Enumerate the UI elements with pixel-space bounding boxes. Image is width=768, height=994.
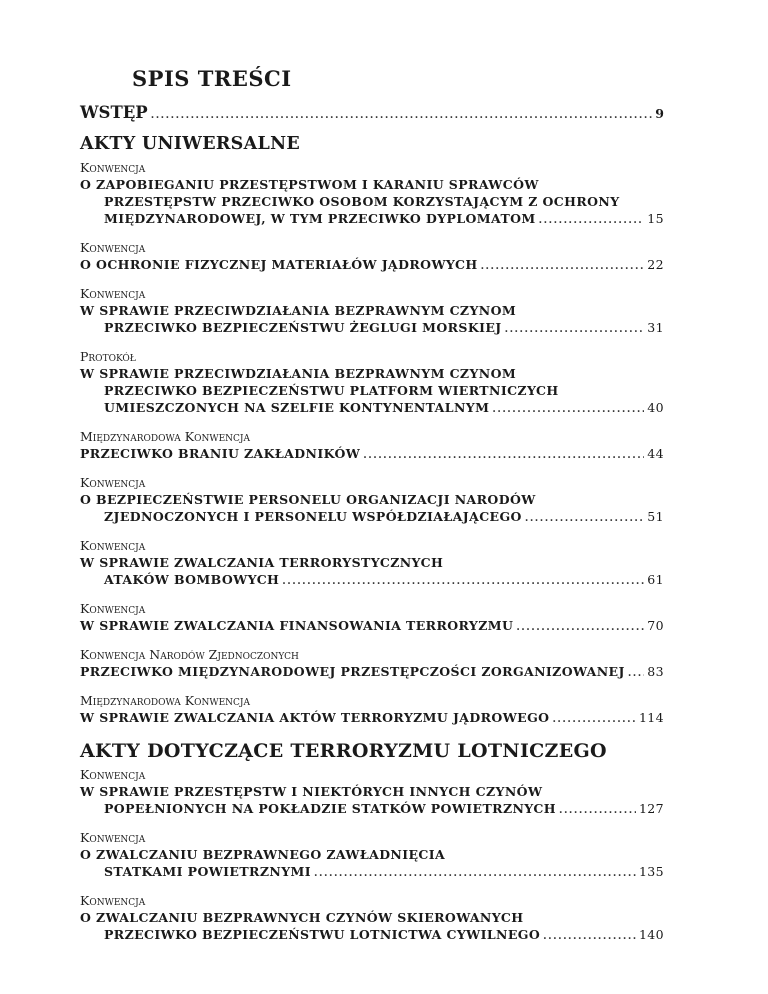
toc-page-number: 31 xyxy=(647,320,664,335)
toc-page-number: 40 xyxy=(647,400,664,415)
entry-title-line: ATAKÓW BOMBOWYCH xyxy=(104,572,280,587)
entry-kind: Międzynarodowa Konwencja xyxy=(80,429,251,444)
toc-entry[interactable] xyxy=(80,160,664,229)
entry-title-line: O ZAPOBIEGANIU PRZESTĘPSTWOM I KARANIU SPRAWCÓW xyxy=(80,177,539,192)
toc-page-number: 70 xyxy=(647,618,664,633)
dot-leader xyxy=(363,447,644,464)
dot-leader xyxy=(481,258,645,275)
toc-page-number: 61 xyxy=(647,572,664,587)
entry-title-row xyxy=(80,256,664,275)
toc-entry[interactable] xyxy=(80,240,664,275)
entry-title-line: W SPRAWIE ZWALCZANIA FINANSOWANIA TERRORYZMU xyxy=(80,618,514,633)
toc-entry[interactable] xyxy=(80,601,664,636)
entry-kind: Protokół xyxy=(80,349,136,364)
toc-page-number: 135 xyxy=(638,864,664,879)
entry-kind: Konwencja Narodów Zjednoczonych xyxy=(80,647,299,662)
dot-leader xyxy=(628,665,644,682)
toc-entry[interactable] xyxy=(80,429,664,464)
toc-page-number: 44 xyxy=(647,446,664,461)
entry-title-row xyxy=(80,800,664,819)
dot-leader xyxy=(516,619,644,636)
section-heading: AKTY DOTYCZĄCE TERRORYZMU LOTNICZEGO xyxy=(80,740,607,762)
entry-kind: Konwencja xyxy=(80,538,146,553)
toc-entry[interactable] xyxy=(80,647,664,682)
entry-title-line: MIĘDZYNARODOWEJ, W TYM PRZECIWKO DYPLOMATOM xyxy=(104,211,536,226)
entry-title-line: O OCHRONIE FIZYCZNEJ MATERIAŁÓW JĄDROWYCH xyxy=(80,257,478,272)
entry-title-row xyxy=(80,399,664,418)
entry-title-line: PRZESTĘPSTW PRZECIWKO OSOBOM KORZYSTAJĄCYM Z OCHRONY xyxy=(104,194,620,209)
section-heading: AKTY UNIWERSALNE xyxy=(80,134,301,154)
dot-leader xyxy=(539,212,645,229)
entry-title-line: O ZWALCZANIU BEZPRAWNYCH CZYNÓW SKIEROWANYCH xyxy=(80,910,524,925)
entry-title-line: W SPRAWIE PRZECIWDZIAŁANIA BEZPRAWNYM CZYNOM xyxy=(80,366,517,381)
toc-entry[interactable] xyxy=(80,830,664,882)
dot-leader xyxy=(151,110,653,121)
dot-leader xyxy=(543,928,636,945)
dot-leader xyxy=(525,510,644,527)
entry-title-line: O BEZPIECZEŃSTWIE PERSONELU ORGANIZACJI NARODÓW xyxy=(80,492,536,507)
entry-title-line: PRZECIWKO BEZPIECZEŃSTWU LOTNICTWA CYWILNEGO xyxy=(104,927,541,942)
entry-title-row xyxy=(80,863,664,882)
dot-leader xyxy=(492,401,644,418)
toc-page-number: 114 xyxy=(638,710,664,725)
entry-title-row xyxy=(80,508,664,527)
entry-title-line: PRZECIWKO BRANIU ZAKŁADNIKÓW xyxy=(80,446,361,461)
toc-page-number: 15 xyxy=(647,211,664,226)
entry-kind: Konwencja xyxy=(80,830,146,845)
entry-kind: Konwencja xyxy=(80,767,146,782)
toc-entry[interactable] xyxy=(80,286,664,338)
toc-entry[interactable] xyxy=(80,893,664,945)
entry-title-row xyxy=(80,571,664,590)
dot-leader xyxy=(552,711,636,728)
entry-kind: Konwencja xyxy=(80,286,146,301)
entry-title-line: W SPRAWIE ZWALCZANIA AKTÓW TERRORYZMU JĄDROWEGO xyxy=(80,710,550,725)
toc-entry[interactable] xyxy=(80,349,664,418)
toc-entry[interactable] xyxy=(80,475,664,527)
toc-page-number: 22 xyxy=(647,257,664,272)
dot-leader xyxy=(559,802,636,819)
entry-kind: Konwencja xyxy=(80,240,146,255)
toc-entry[interactable] xyxy=(80,538,664,590)
entry-title-line: W SPRAWIE PRZESTĘPSTW I NIEKTÓRYCH INNYCH CZYNÓW xyxy=(80,784,543,799)
toc-page-number: 83 xyxy=(647,664,664,679)
entry-title-line: PRZECIWKO BEZPIECZEŃSTWU ŻEGLUGI MORSKIEJ xyxy=(104,320,502,335)
entry-kind: Konwencja xyxy=(80,601,146,616)
entry-title-line: ZJEDNOCZONYCH I PERSONELU WSPÓŁDZIAŁAJĄCEGO xyxy=(104,509,522,524)
dot-leader xyxy=(505,321,645,338)
entry-title-line: PRZECIWKO BEZPIECZEŃSTWU PLATFORM WIERTNICZYCH xyxy=(104,383,559,398)
entry-kind: Konwencja xyxy=(80,160,146,175)
toc-body xyxy=(80,103,664,956)
entry-title-line: UMIESZCZONYCH NA SZELFIE KONTYNENTALNYM xyxy=(104,400,490,415)
toc-entry[interactable] xyxy=(80,767,664,819)
entry-title-line: W SPRAWIE PRZECIWDZIAŁANIA BEZPRAWNYM CZYNOM xyxy=(80,303,517,318)
toc-intro-entry[interactable] xyxy=(80,103,664,131)
entry-title-row xyxy=(80,617,664,636)
entry-title-row xyxy=(80,319,664,338)
dot-leader xyxy=(314,865,636,882)
entry-title-row xyxy=(80,926,664,945)
entry-title-line: W SPRAWIE ZWALCZANIA TERRORYSTYCZNYCH xyxy=(80,555,444,570)
toc-page-number: 9 xyxy=(655,106,664,121)
entry-kind: Konwencja xyxy=(80,475,146,490)
entry-kind: Konwencja xyxy=(80,893,146,908)
toc-page-number: 51 xyxy=(647,509,664,524)
toc-intro-label: WSTĘP xyxy=(80,103,148,122)
toc-page-number: 127 xyxy=(638,801,664,816)
entry-title-row xyxy=(80,663,664,682)
toc-entry[interactable] xyxy=(80,693,664,728)
toc-title: SPIS TREŚCI xyxy=(132,66,292,91)
entry-title-row xyxy=(80,210,664,229)
entry-title-row xyxy=(80,445,664,464)
entry-title-line: STATKAMI POWIETRZNYMI xyxy=(104,864,312,879)
toc-page-number: 140 xyxy=(638,927,664,942)
entry-title-line: PRZECIWKO MIĘDZYNARODOWEJ PRZESTĘPCZOŚCI ZORGANIZOWANEJ xyxy=(80,664,625,679)
entry-title-line: POPEŁNIONYCH NA POKŁADZIE STATKÓW POWIETRZNYCH xyxy=(104,801,556,816)
dot-leader xyxy=(282,573,644,590)
entry-title-row xyxy=(80,709,664,728)
entry-title-line: O ZWALCZANIU BEZPRAWNEGO ZAWŁADNIĘCIA xyxy=(80,847,446,862)
entry-kind: Międzynarodowa Konwencja xyxy=(80,693,251,708)
